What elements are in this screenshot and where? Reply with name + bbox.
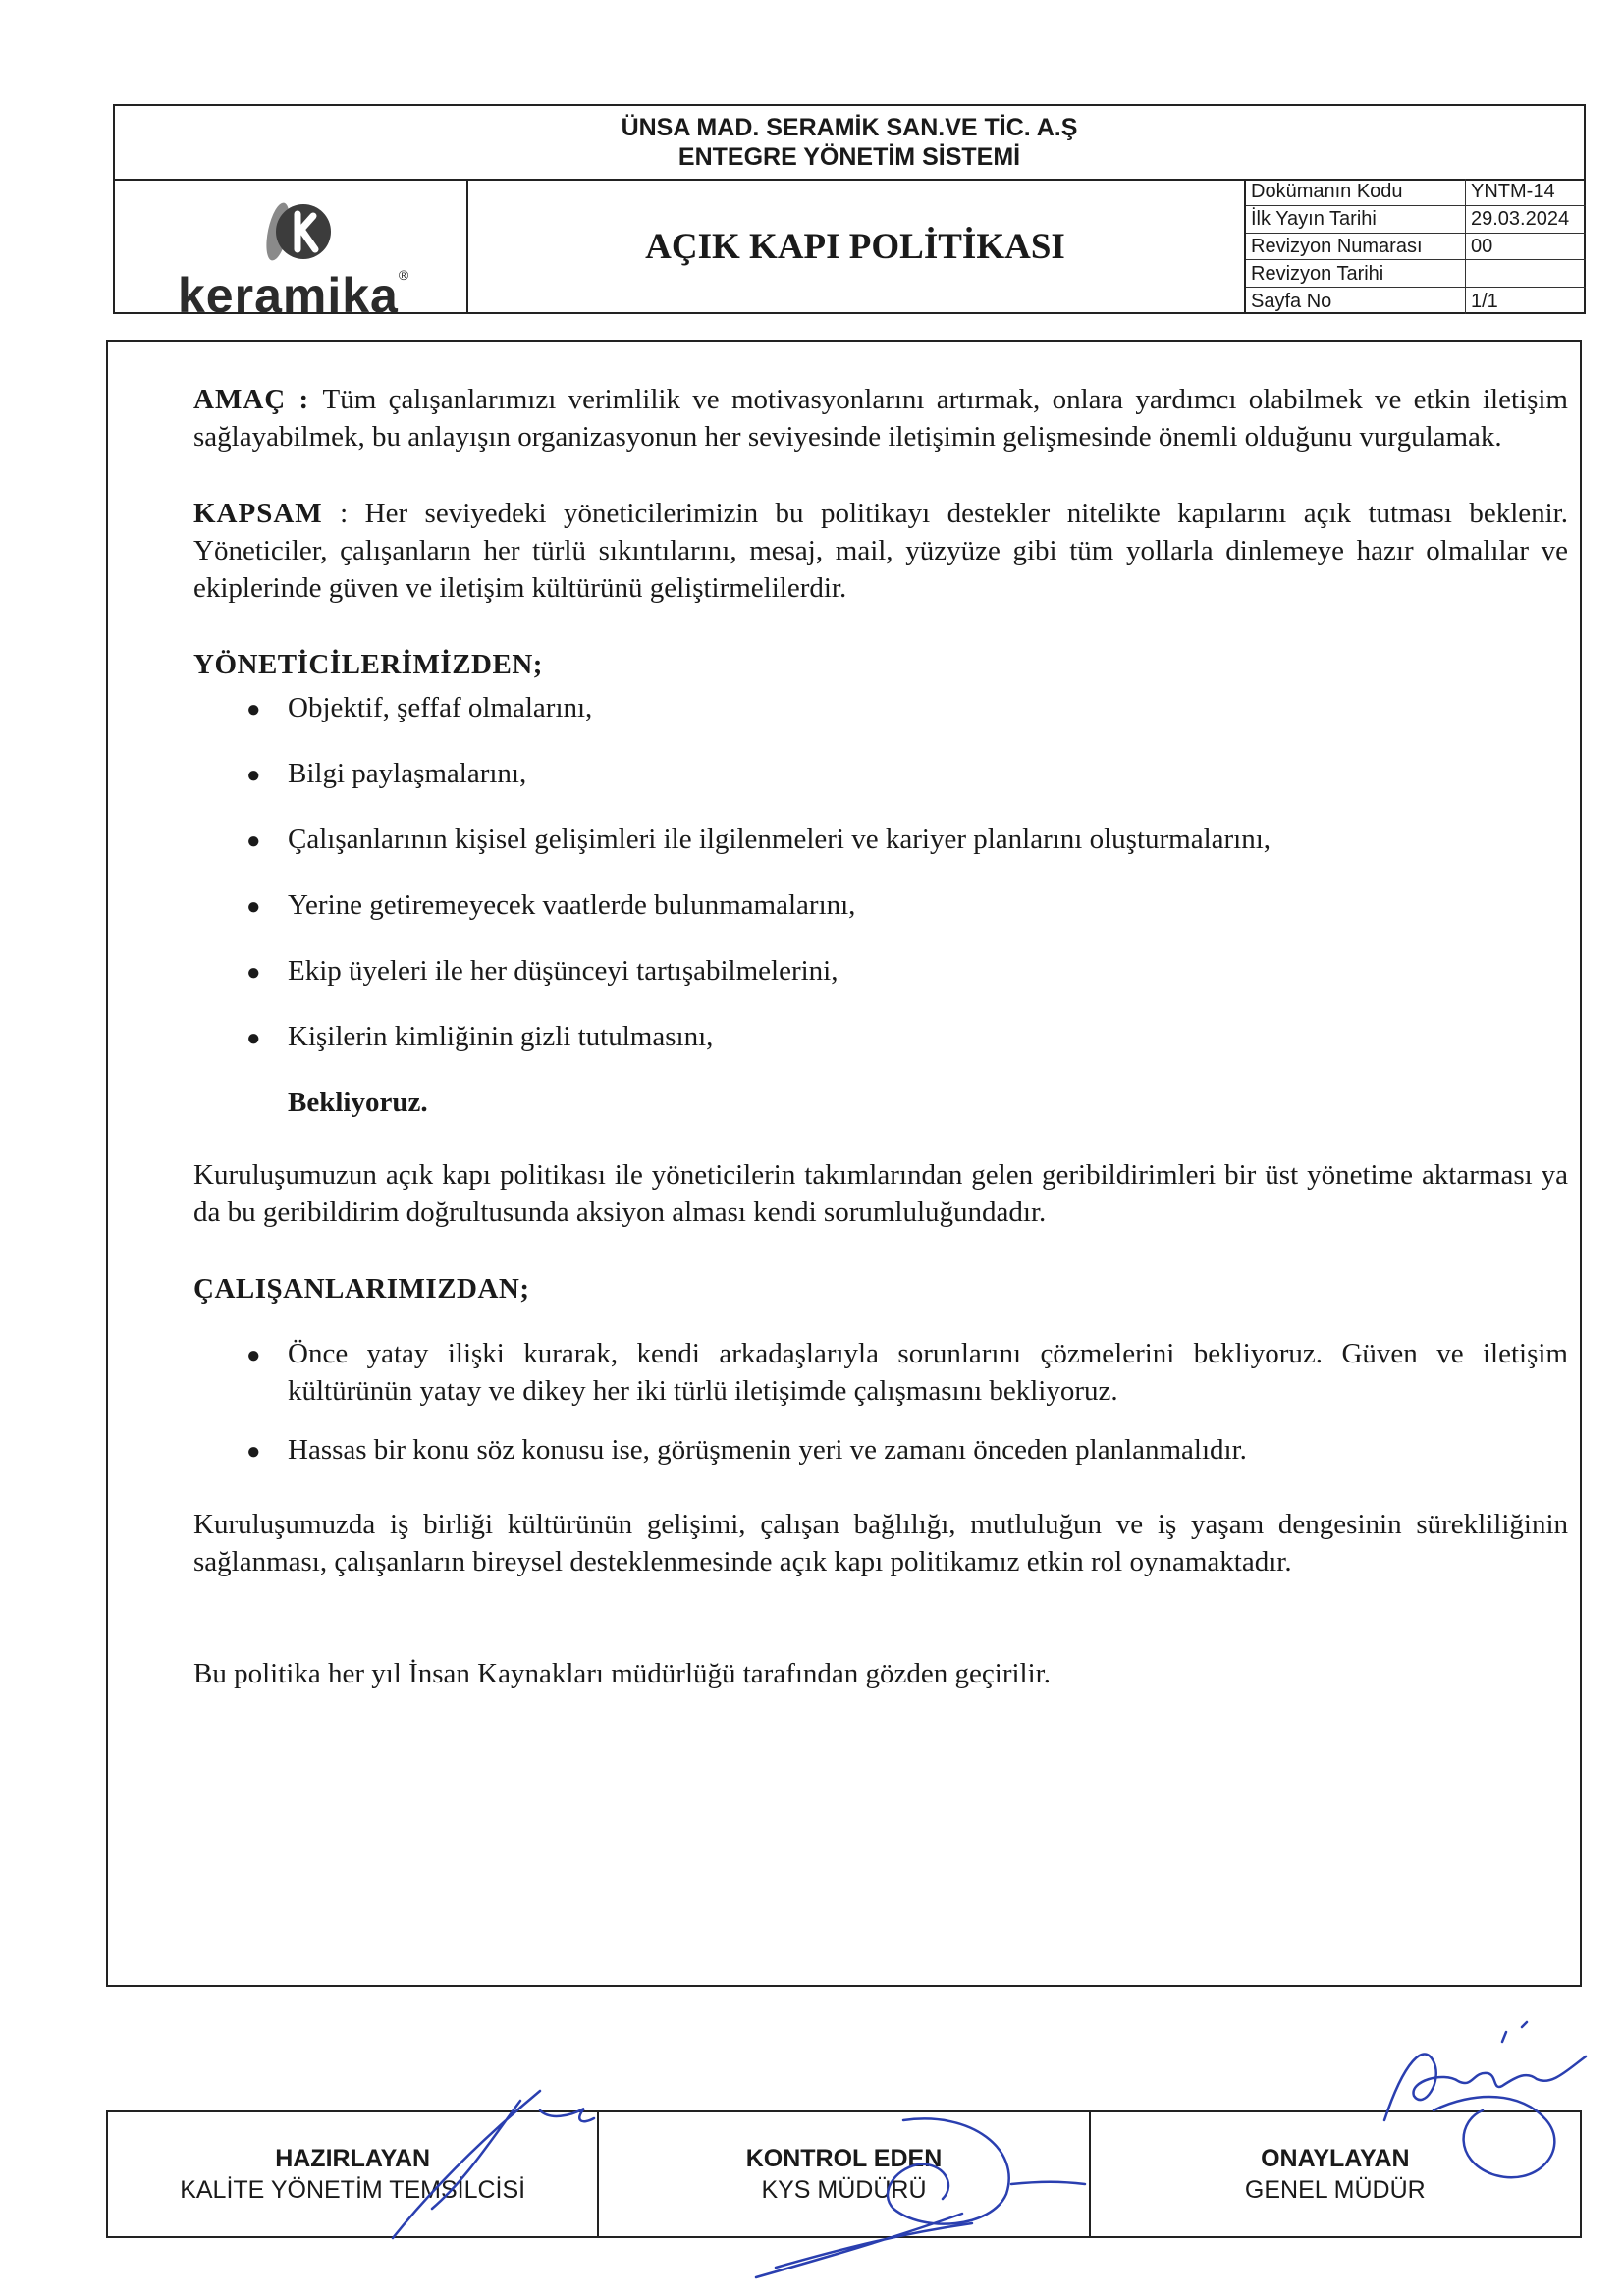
purpose-text: Tüm çalışanlarımızı verimlilik ve motivasyonlarını artırmak, onlara yardımcı olabilmek ve etkin iletişim sağlayabilmek, bu anlayışın organizasyonun her seviyesinde iletişimin gelişmesinde önemli olduğunu vurgulamak. <box>193 384 1568 453</box>
signature-checked-by <box>599 2112 1090 2236</box>
meta-label: Dokümanın Kodu <box>1245 179 1466 205</box>
document-header <box>113 104 1586 323</box>
scope-label: KAPSAM <box>193 498 323 529</box>
title-cell <box>466 179 1244 314</box>
meta-value: 00 <box>1466 233 1587 260</box>
document-meta-table <box>1244 179 1586 314</box>
purpose-paragraph: AMAÇ : Tüm çalışanlarımızı verimlilik ve motivasyonlarını artırmak, onlara yardımcı olabilmek ve etkin iletişim sağlayabilmek, bu anlayışın organizasyonun her seviyesinde iletişimin gelişmesinde önemli olduğunu vurgulamak. <box>193 384 1568 453</box>
meta-row <box>1245 260 1586 288</box>
managers-closing: Bekliyoruz. <box>288 1087 428 1118</box>
signature-role: HAZIRLAYAN <box>275 2145 431 2172</box>
signature-prepared-by <box>108 2112 599 2236</box>
meta-row <box>1245 205 1586 233</box>
bullet-icon: ● <box>246 1343 261 1368</box>
list-item: ● Kişilerin kimliğinin gizli tutulmasını, <box>193 1018 1568 1084</box>
meta-value <box>1466 260 1587 288</box>
signature-role: KONTROL EDEN <box>745 2145 943 2172</box>
logo-cell <box>115 179 468 323</box>
meta-label: Sayfa No <box>1245 288 1466 314</box>
meta-row <box>1245 288 1586 314</box>
bullet-icon: ● <box>246 1439 261 1465</box>
employees-list <box>193 1335 1568 1468</box>
bullet-icon: ● <box>246 1026 261 1051</box>
bullet-icon: ● <box>246 763 261 788</box>
scope-paragraph: KAPSAM : Her seviyedeki yöneticilerimizin bu politikayı destekler nitelikte kapılarını açık tutması beklenir. Yöneticiler, çalışanların her türlü sıkıntılarını, mesaj, mail, yüzyüze gibi tüm yollarla dinlemeye hazır olmalılar ve ekiplerinde güven ve iletişim kültürünü geliştirmelilerdir. <box>193 498 1568 604</box>
company-band <box>115 106 1584 181</box>
bullet-icon: ● <box>246 894 261 920</box>
list-item: ● Hassas bir konu söz konusu ise, görüşmenin yeri ve zamanı önceden planlanmalıdır. <box>193 1431 1568 1468</box>
list-item: ● Çalışanlarının kişisel gelişimleri ile ilgilenmeleri ve kariyer planlarını oluşturmalarını, <box>193 821 1568 886</box>
signature-title: GENEL MÜDÜR <box>1244 2176 1426 2204</box>
body-text <box>193 381 1568 1732</box>
meta-label: Revizyon Tarihi <box>1245 260 1466 288</box>
signature-approved-by <box>1091 2112 1580 2236</box>
signature-table <box>106 2110 1582 2238</box>
list-item: ● Objektif, şeffaf olmalarını, <box>193 689 1568 755</box>
keramika-logo-icon <box>252 192 331 271</box>
list-item: ● Yerine getiremeyecek vaatlerde bulunmamalarını, <box>193 886 1568 952</box>
meta-value: 29.03.2024 <box>1466 205 1587 233</box>
meta-label: Revizyon Numarası <box>1245 233 1466 260</box>
list-item: ● Bilgi paylaşmalarını, <box>193 755 1568 821</box>
company-name: ÜNSA MAD. SERAMİK SAN.VE TİC. A.Ş <box>621 114 1078 141</box>
signature-title: KYS MÜDÜRÜ <box>761 2176 927 2204</box>
employees-heading: ÇALIŞANLARIMIZDAN; <box>193 1273 530 1305</box>
signature-role: ONAYLAYAN <box>1261 2145 1410 2172</box>
signature-title: KALİTE YÖNETİM TEMSİLCİSİ <box>180 2176 526 2204</box>
system-name: ENTEGRE YÖNETİM SİSTEMİ <box>677 143 1021 171</box>
logo-wordmark: keramika® <box>178 267 410 323</box>
meta-value: YNTM-14 <box>1466 179 1587 205</box>
meta-row <box>1245 233 1586 260</box>
organization-paragraph: Kuruluşumuzun açık kapı politikası ile yöneticilerin takımlarından gelen geribildirimleri bir üst yönetime aktarması ya da bu geribildirim doğrultusunda aksiyon alması kendi sorumluluğundadır. <box>193 1159 1568 1228</box>
bullet-icon: ● <box>246 697 261 722</box>
review-paragraph: Bu politika her yıl İnsan Kaynakları müdürlüğü tarafından gözden geçirilir. <box>193 1658 1051 1689</box>
managers-list <box>193 689 1568 1084</box>
document-title: AÇIK KAPI POLİTİKASI <box>645 226 1065 267</box>
meta-value: 1/1 <box>1471 290 1498 312</box>
managers-heading: YÖNETİCİLERİMİZDEN; <box>193 649 543 680</box>
culture-paragraph: Kuruluşumuzda iş birliği kültürünün gelişimi, çalışan bağlılığı, mutluluğun ve iş yaşam dengesinin sürekliliğinin sağlanması, çalışanların bireysel desteklenmesinde açık kapı politikamız etkin rol oynamaktadır. <box>193 1509 1568 1577</box>
list-item: ● Önce yatay ilişki kurarak, kendi arkadaşlarıyla sorunlarını çözmelerini bekliyoruz. Güven ve iletişim kültürünün yatay ve dikey her iki türlü iletişimde çalışmasını bekliyoruz. <box>246 1338 1568 1407</box>
bullet-icon: ● <box>246 960 261 986</box>
bullet-icon: ● <box>246 828 261 854</box>
document-body <box>106 340 1582 1987</box>
purpose-label: AMAÇ <box>193 384 287 415</box>
list-item: ● Ekip üyeleri ile her düşünceyi tartışabilmelerini, <box>193 952 1568 1018</box>
meta-row <box>1245 179 1586 205</box>
meta-label: İlk Yayın Tarihi <box>1245 205 1466 233</box>
scope-text: Her seviyedeki yöneticilerimizin bu politikayı destekler nitelikte kapılarını açık tutması beklenir. Yöneticiler, çalışanların her türlü sıkıntılarını, mesaj, mail, yüzyüze gibi tüm yollarla dinlemeye hazır olmalılar ve ekiplerinde güven ve iletişim kültürünü geliştirmelilerdir. <box>193 498 1568 604</box>
